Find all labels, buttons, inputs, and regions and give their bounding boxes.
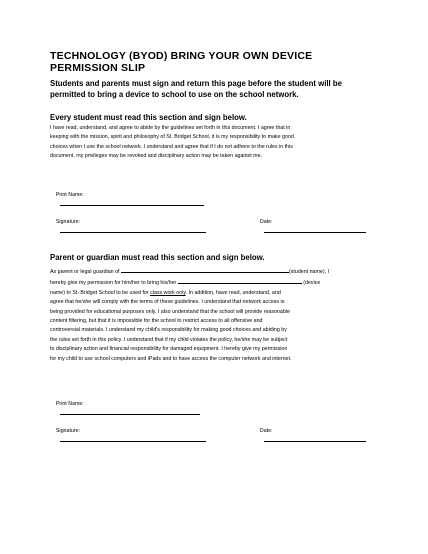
title-line-2: PERMISSION SLIP — [50, 62, 146, 74]
parent-print-name-label: Print Name: — [55, 401, 84, 407]
student-date-field[interactable] — [264, 226, 366, 233]
parent-text-line — [50, 277, 395, 288]
parent-text-line: being provided for educational purposes only. I also understand that the school will provide reasonable — [50, 308, 290, 315]
parent-section-heading: Parent or guardian must read this section and sign below. — [50, 253, 265, 262]
parent-date-field[interactable] — [264, 435, 366, 442]
student-text-line: keeping with the mission, spirit and philosophy of St. Bridget School, it is my responsibility to make good — [50, 134, 294, 141]
device-name-field[interactable] — [178, 277, 302, 284]
intro-line-2: permitted to bring a device to school to use on the school network. — [50, 90, 299, 99]
parent-text-line: controversial materials. I understand my child's responsibility for making good choices and abiding by — [50, 327, 287, 334]
student-name-field[interactable] — [121, 266, 289, 273]
class-work-only-emphasis: class work only — [150, 289, 186, 296]
title-line-1: TECHNOLOGY (BYOD) BRING YOUR OWN DEVICE — [50, 50, 313, 62]
parent-signature-field[interactable] — [60, 435, 206, 442]
student-text-line: I have read, understand, and agree to abide by the guidelines set forth in this document. I agree that in — [50, 125, 291, 131]
parent-text-line — [50, 266, 395, 277]
parent-signature-label: Signature: — [55, 428, 81, 434]
parent-text-line: agree that he/she will comply with the terms of these guidelines. I understand that network access is — [50, 299, 285, 306]
student-print-name-field[interactable] — [60, 199, 204, 206]
student-signature-label: Signature: — [55, 219, 81, 225]
parent-print-name-field[interactable] — [60, 408, 200, 415]
student-text-line: document, my privileges may be revoked and disciplinary action may be taken against me. — [50, 153, 262, 160]
student-text-line: choices when I use the school network. I understand and agree that if I do not adhere to the rules in this — [50, 143, 293, 150]
student-agreement-text — [50, 124, 395, 162]
parent-line-text: . In addition, have read, understand, and — [185, 289, 281, 296]
parent-text-line: to disciplinary action and financial responsibility for damaged equipment. I hereby give my permission — [50, 346, 288, 353]
parent-agreement-text — [50, 266, 395, 364]
parent-text-line: content filtering, but that it is impossible for the school to restrict access to all offensive and — [50, 318, 263, 325]
parent-date-label: Date: — [259, 428, 273, 434]
parent-section — [50, 253, 395, 364]
parent-signature-row — [50, 419, 206, 453]
document-title — [50, 50, 388, 74]
student-date-row — [254, 210, 366, 244]
intro-line-1: Students and parents must sign and return this page before the student will be — [50, 79, 342, 88]
student-signature-row — [50, 210, 206, 244]
student-date-label: Date: — [259, 219, 273, 225]
student-section — [50, 113, 395, 162]
parent-text-line: the rules set forth in this policy. I understand that if my child violates the policy, he/she may be subject — [50, 336, 288, 343]
parent-line-text: hereby give my permission for him/her to bring his/her — [50, 280, 177, 287]
student-signature-field[interactable] — [60, 226, 206, 233]
parent-date-row — [254, 419, 366, 453]
parent-line-text: name) to St. Bridget School to be used for — [50, 289, 151, 296]
parent-text-line — [50, 289, 395, 298]
parent-line-text: As parent or legal guardian of — [50, 269, 120, 275]
parent-line-text: (device — [303, 280, 321, 287]
student-section-heading: Every student must read this section and sign below. — [50, 113, 247, 122]
parent-line-text: (student name), I — [288, 269, 330, 275]
student-print-name-label: Print Name: — [55, 192, 84, 198]
parent-text-line: for my child to use school computers and iPads and to have access the computer network and internet. — [50, 355, 292, 362]
intro-text — [50, 78, 388, 100]
